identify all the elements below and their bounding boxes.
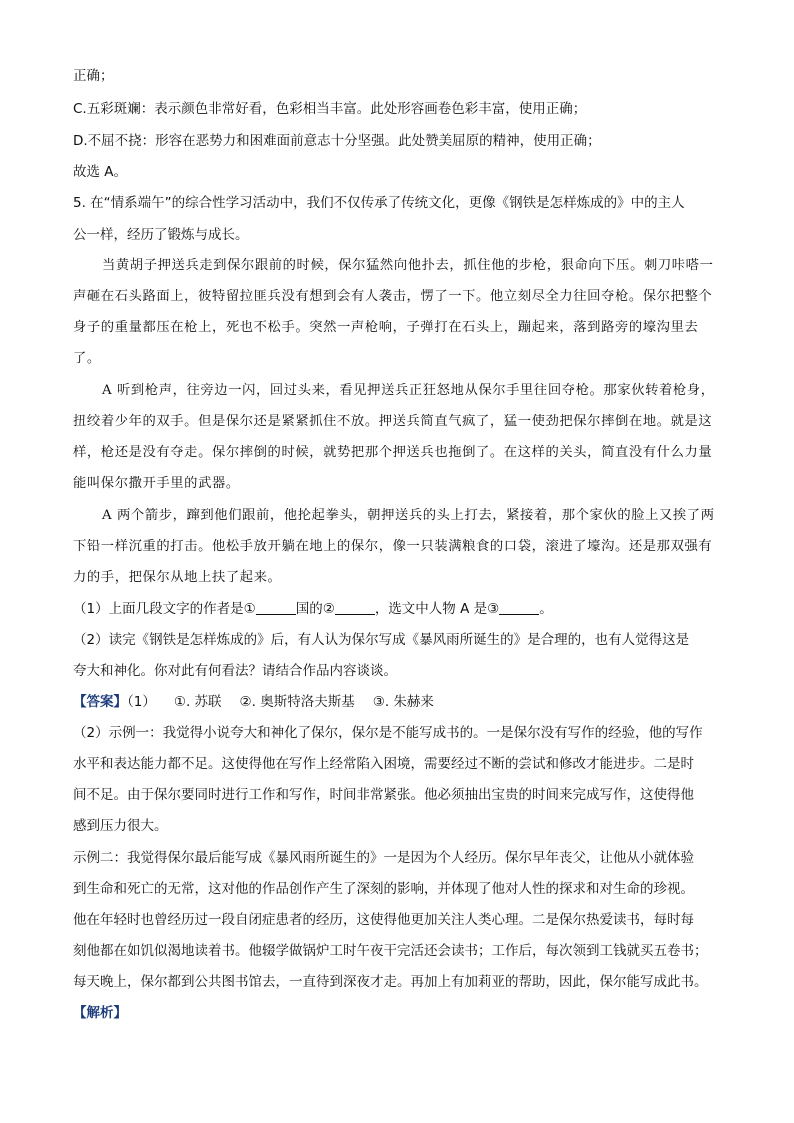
answer-text: （2）示例一：我觉得小说夸大和神化了保尔，保尔是不能写成书的。一是保尔没有写作的经验，他的写作 xyxy=(73,725,703,741)
question-5-2: 夸大和神化。你对此有何看法？请结合作品内容谈谈。 xyxy=(73,663,397,679)
passage-line: A 听到枪声，往旁边一闪，回过头来，看见押送兵正狂怒地从保尔手里往回夺枪。那家伙转着枪身， xyxy=(102,383,715,398)
answer-text: 他在年轻时也曾经历过一段自闭症患者的经历，这使得他更加关注人类心理。二是保尔热爱读书，每时每 xyxy=(73,912,694,928)
answer-text: 每天晚上，保尔都到公共图书馆去，一直待到深夜才走。再加上有加莉亚的帮助，因此，保尔能写成此书。 xyxy=(73,974,708,990)
question-5-1 xyxy=(73,599,553,619)
text-line: 正确； xyxy=(73,68,114,84)
text-line: 故选 A。 xyxy=(73,164,128,180)
passage-line: 身子的重量都压在枪上，死也不松手。突然一声枪响，子弹打在石头上，蹦起来，落到路旁的壕沟里去 xyxy=(73,320,699,335)
answer-item: ②. 奥斯特洛夫斯基 xyxy=(239,694,355,710)
text-line: C.五彩斑斓：表示颜色非常好看，色彩相当丰富。此处形容画卷色彩丰富，使用正确； xyxy=(73,101,587,117)
answer-item: ③. 朱赫来 xyxy=(372,694,434,710)
answer-text: 到生命和死亡的无常，这对他的作品创作产生了深刻的影响，并体现了他对人性的探求和对生命的珍视。 xyxy=(73,881,694,897)
q1-end: 。 xyxy=(539,601,553,617)
answer-text: 水平和表达能力都不足。这使得他在写作上经常陷入困境，需要经过不断的尝试和修改才能进步。二是时 xyxy=(73,756,694,772)
passage-line: 能叫保尔撒开手里的武器。 xyxy=(73,476,240,491)
answer-line xyxy=(73,692,434,712)
answer-tag: 【答案】 xyxy=(73,694,127,710)
passage-line: 声砸在石头路面上，彼特留拉匪兵没有想到会有人袭击，愣了一下。他立刻尽全力往回夺枪。保尔把整个 xyxy=(73,289,713,304)
q1-prefix: （1）上面几段文字的作者是① xyxy=(73,601,256,617)
passage-line: 样，枪还是没有夺走。保尔摔倒的时候，就势把那个押送兵也拖倒了。在这样的关头，简直没有什么力量 xyxy=(73,445,713,460)
blank xyxy=(256,600,296,615)
question-5-stem: 5. 在“情系端午”的综合性学习活动中，我们不仅传承了传统文化，更像《钢铁是怎样炼成的》中的主人 xyxy=(73,195,685,211)
passage-line: 力的手，把保尔从地上扶了起来。 xyxy=(73,570,282,585)
q1-mid2: ，选文中人物 A 是③ xyxy=(374,601,500,617)
passage-line: 了。 xyxy=(73,351,101,366)
passage-line: 下铅一样沉重的打击。他松手放开躺在地上的保尔，像一只装满粮食的口袋，滚进了壕沟。还是那双强有 xyxy=(73,539,713,554)
q1-mid1: 国的② xyxy=(295,601,335,617)
blank xyxy=(499,600,539,615)
text-line: D.不屈不挠：形容在恶势力和困难面前意志十分坚强。此处赞美屈原的精神，使用正确； xyxy=(73,133,601,149)
passage-line: 当黄胡子押送兵走到保尔跟前的时候，保尔猛然向他扑去，抓住他的步枪，狠命向下压。刺刀咔嗒一 xyxy=(102,258,714,273)
analysis-tag: 【解析】 xyxy=(73,1005,127,1021)
answer-text: 刻他都在如饥似渴地读着书。他辍学做锅炉工时午夜干完活还会读书；工作后，每次领到工钱就买五卷书； xyxy=(73,943,708,959)
answer-item: ①. 苏联 xyxy=(173,694,222,710)
passage-line: 扭绞着少年的双手。但是保尔还是紧紧抓住不放。押送兵简直气疯了，猛一使劲把保尔摔倒在地。就是这 xyxy=(73,414,713,429)
answer-text: 示例二：我觉得保尔最后能写成《暴风雨所诞生的》一是因为个人经历。保尔早年丧父，让他从小就体验 xyxy=(73,850,694,866)
passage-line: A 两个箭步，蹿到他们跟前，他抡起拳头，朝押送兵的头上打去，紧接着，那个家伙的脸上又挨了两 xyxy=(102,508,715,523)
answer-num: （1） xyxy=(127,694,156,710)
blank xyxy=(335,600,375,615)
answer-text: 间不足。由于保尔要同时进行工作和写作，时间非常紧张。他必须抽出宝贵的时间来完成写作，这使得他 xyxy=(73,787,694,803)
question-5-stem: 公一样，经历了锻炼与成长。 xyxy=(73,227,249,243)
question-5-2: （2）读完《钢铁是怎样炼成的》后，有人认为保尔写成《暴风雨所诞生的》是合理的，也有人觉得这是 xyxy=(73,632,690,648)
answer-text: 感到压力很大。 xyxy=(73,818,168,834)
analysis-line xyxy=(73,1003,127,1023)
